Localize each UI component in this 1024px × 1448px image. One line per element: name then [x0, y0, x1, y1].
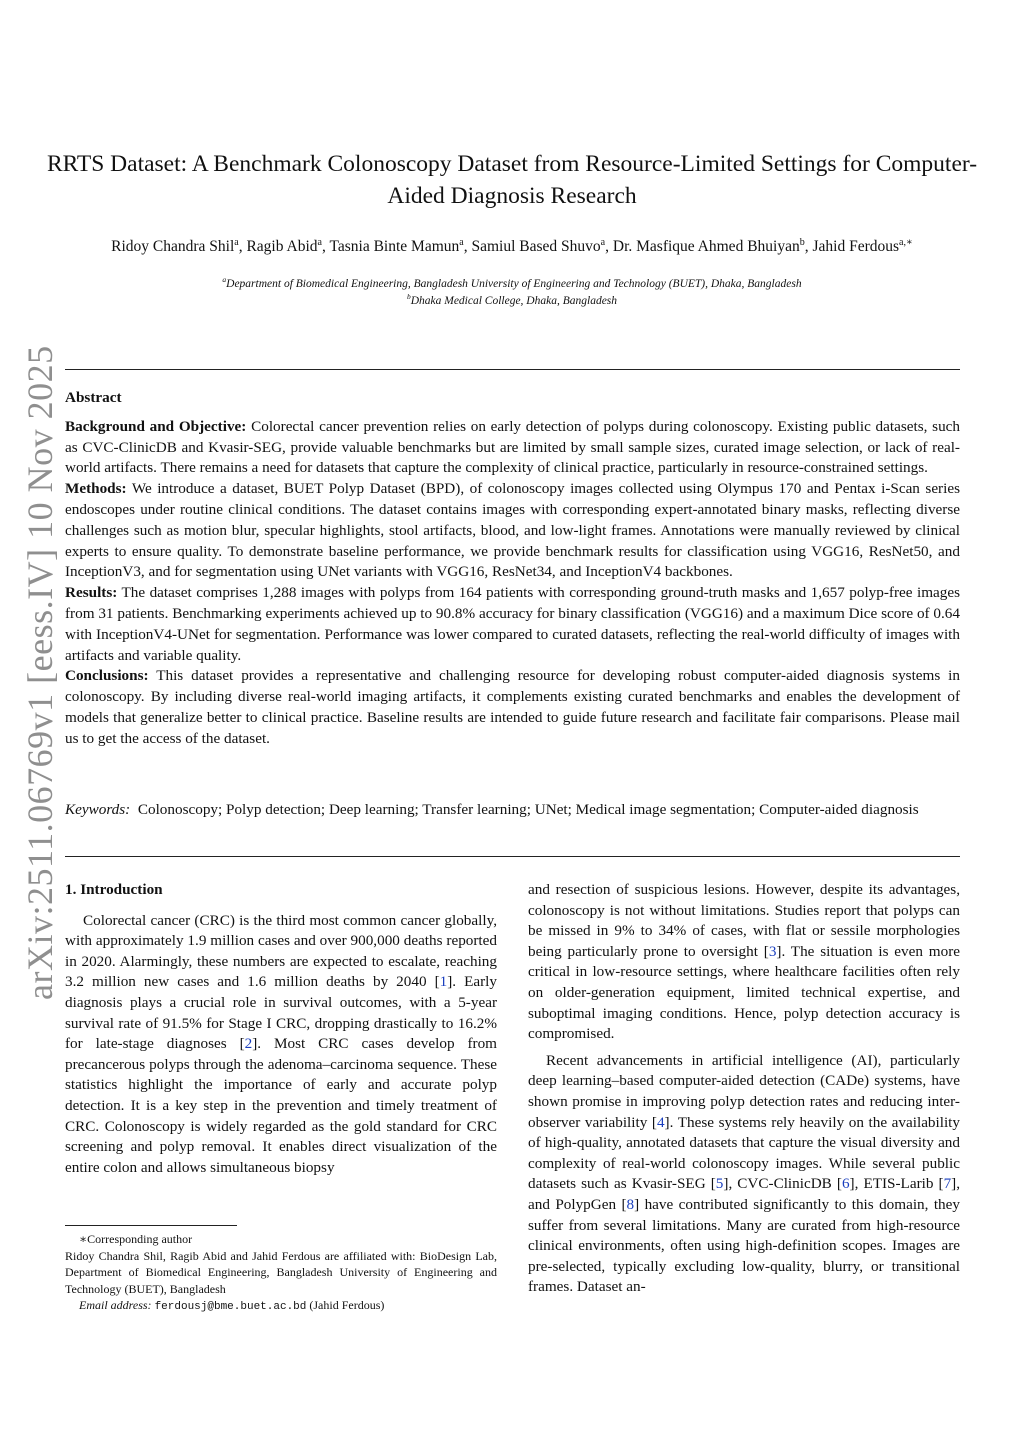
abstract-bottom-rule: [65, 856, 960, 857]
abstract-conclusions: Conclusions: This dataset provides a representative and challenging resource for developing robust computer-aided diagnosis systems in colonoscopy. By including diverse real-world imaging artifacts, it complements existing curated benchmarks and enables the development of models that generalize better to clinical practice. Baseline results are intended to guide future research and facilitate fair comparisons. Please mail us to get the access of the dataset.: [65, 667, 960, 747]
citation-link[interactable]: 8: [626, 1195, 635, 1213]
abstract-heading: Abstract: [65, 389, 122, 406]
email-link[interactable]: ferdousj@bme.buet.ac.bd: [154, 1301, 307, 1313]
author: Ragib Abid$^a$: [246, 236, 322, 255]
paper-title: RRTS Dataset: A Benchmark Colonoscopy Dataset from Resource-Limited Settings for Computer-Aided Diagnosis Research: [46, 151, 978, 209]
abstract-top-rule: [65, 369, 960, 370]
citation-link[interactable]: 3: [768, 942, 777, 960]
intro-paragraph-2: Recent advancements in artificial intelligence (AI), particularly deep learning–based computer-aided detection (CADe) systems, have shown promise in improving polyp detection rates and reducing inter-observer variability [4]. These systems rely heavily on the availability of high-quality, annotated datasets that capture the visual diversity and complexity of real-world colonoscopy images. While several public datasets such as Kvasir-SEG [5], CVC-ClinicDB [6], ETIS-Larib [7], and PolypGen [8] have contributed significantly to this domain, they suffer from several limitations. Many are curated from high-resource clinical environments, often using high-definition scopes. Images are pre-selected, typically excluding low-quality, blurry, or transitional frames. Dataset an-: [528, 1051, 961, 1296]
intro-paragraph-1: Colorectal cancer (CRC) is the third most common cancer globally, with approximately 1.9 million cases and over 900,000 deaths reported in 2020. Alarmingly, these numbers are expected to escalate, reaching 3.2 million new cases and 1.6 million deaths by 2040 [1]. Early diagnosis plays a crucial role in survival outcomes, with a 5-year survival rate of 91.5% for Stage I CRC, dropping drastically to 16.2% for late-stage diagnoses [2]. Most CRC cases develop from precancerous polyps through the adenoma–carcinoma sequence. These statistics highlight the importance of early and accurate polyp detection. It is a key step in the prevention and timely treatment of CRC. Colonoscopy is widely regarded as the gold standard for CRC screening and polyp removal. It enables direct visualization of the entire colon and allows simultaneous biopsy: [65, 911, 497, 1176]
citation-link[interactable]: 5: [715, 1175, 724, 1193]
footnotes: [65, 1231, 497, 1316]
author-list: Ridoy Chandra Shil$^a$, Ragib Abid$^a$, Tasnia Binte Mamun$^a$, Samiul Based Shuvo$^a$, Dr. Masfique Ahmed Bhuiyan$^b$, Jahid Ferdous$^{a,∗}$: [111, 236, 913, 255]
section-heading-introduction: 1. Introduction: [65, 881, 163, 898]
author: Tasnia Binte Mamun$^a$: [329, 236, 464, 255]
affiliation-a: $^a$Department of Biomedical Engineering, Bangladesh University of Engineering and Technology (BUET), Dhaka, Bangladesh: [222, 275, 802, 290]
author: Samiul Based Shuvo$^a$: [471, 236, 606, 255]
abstract-methods: Methods: We introduce a dataset, BUET Polyp Dataset (BPD), of colonoscopy images collected using Olympus 170 and Pentax i-Scan series endoscopes under routine clinical conditions. The dataset contains images with corresponding expert-annotated binary masks, reflecting diverse challenges such as motion blur, specular highlights, stool artifacts, blood, and low-light frames. Annotations were manually reviewed by clinical experts to ensure quality. To demonstrate baseline performance, we provide benchmark results for classification using VGG16, ResNet50, and InceptionV3, and for segmentation using UNet variants with VGG16, ResNet34, and InceptionV4 backbones.: [65, 480, 960, 581]
citation-link[interactable]: 7: [943, 1175, 952, 1193]
author: Dr. Masfique Ahmed Bhuiyan$^b$: [612, 236, 805, 255]
left-column: [65, 880, 497, 1178]
footnote-affiliation: Ridoy Chandra Shil, Ragib Abid and Jahid Ferdous are affiliated with: BioDesign Lab, Department of Biomedical Engineering, Bangladesh University of Engineering and Technology (BUET), Bangladesh: [65, 1248, 497, 1296]
citation-link[interactable]: 4: [656, 1113, 665, 1131]
citation-link[interactable]: 1: [439, 973, 448, 991]
keywords: Keywords: Colonoscopy; Polyp detection; Deep learning; Transfer learning; UNet; Medical image segmentation; Computer-aided diagnosis: [65, 801, 919, 818]
footnote-rule: [65, 1225, 237, 1226]
citation-link[interactable]: 6: [841, 1175, 850, 1193]
abstract-section: [65, 388, 960, 750]
author: Ridoy Chandra Shil$^a$: [111, 236, 239, 255]
right-column: [528, 880, 960, 1298]
abstract-results: Results: The dataset comprises 1,288 images with polyps from 164 patients with corresponding ground-truth masks and 1,657 polyp-free images from 31 patients. Benchmarking experiments achieved up to 90.8% accuracy for binary classification (VGG16) and a maximum Dice score of 0.64 with InceptionV4-UNet for segmentation. Performance was lower compared to curated datasets, reflecting the real-world difficulty of images with artifacts and variable quality.: [65, 584, 960, 664]
footnote-email: Email address: ferdousj@bme.buet.ac.bd (Jahid Ferdous): [79, 1298, 385, 1313]
author: Jahid Ferdous$^{a,∗}$: [812, 236, 913, 255]
abstract-background: Background and Objective: Colorectal cancer prevention relies on early detection of polyps during colonoscopy. Existing public datasets, such as CVC-ClinicDB and Kvasir-SEG, provide valuable benchmarks but are limited by small sample sizes, curated image selection, or lack of real-world artifacts. There remains a need for datasets that capture the complexity of clinical practice, particularly in resource-constrained settings.: [65, 417, 960, 477]
citation-link[interactable]: 2: [244, 1035, 253, 1053]
footnote-corresponding: ∗Corresponding author: [79, 1232, 193, 1246]
affiliation-b: $^b$Dhaka Medical College, Dhaka, Bangladesh: [406, 292, 618, 307]
arxiv-identifier-stamp: arXiv:2511.06769v1 [eess.IV] 10 Nov 2025: [20, 345, 60, 1000]
intro-paragraph-1-continued: and resection of suspicious lesions. However, despite its advantages, colonoscopy is not without limitations. Studies report that polyps can be missed in 9% to 34% of cases, with flat or sessile morphologies being particularly prone to oversight [3]. The situation is even more critical in low-resource settings, where healthcare facilities often rely on older-generation equipment, limited technical expertise, and suboptimal imaging conditions. Hence, polyp detection accuracy is compromised.: [528, 881, 960, 1043]
affiliations: [40, 276, 984, 310]
